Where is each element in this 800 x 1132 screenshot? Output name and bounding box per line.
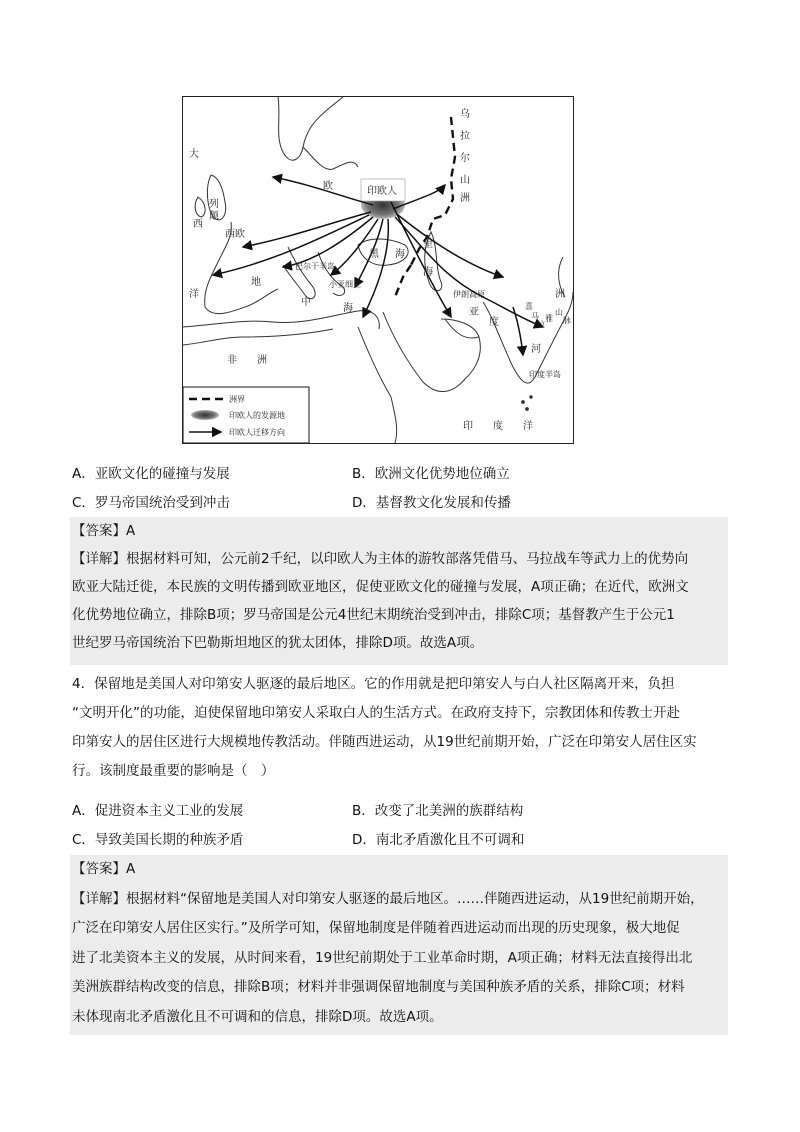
origin-label: 印欧人 <box>367 186 397 197</box>
map-label: 地 <box>251 277 261 288</box>
q4-answer <box>72 855 728 1032</box>
map-label: 拉 <box>537 320 545 329</box>
map-label: 洲 <box>555 289 565 300</box>
detail-line: 【详解】根据材料“保留地是美国人对印第安人驱逐的最后地区。……伴随西进运动，从19世纪前期开始， <box>72 890 704 907</box>
map-label: 海 <box>343 303 353 314</box>
q3-option-d[interactable]: D．基督教文化发展和传播 <box>352 495 511 511</box>
detail-line: 化优势地位确立，排除B项；罗马帝国是公元4世纪末期统治受到冲击，排除C项；基督教产生于公元1 <box>72 607 675 623</box>
q3-option-b[interactable]: B．欧洲文化优势地位确立 <box>352 466 510 482</box>
map-label: 洋 <box>189 289 199 300</box>
detail-line: 进了北美资本主义的发展，从时间来看，19世纪前期处于工业革命时期，A项正确；材料无法直接得出北 <box>72 949 693 966</box>
map-label: 度 <box>489 317 499 328</box>
map-label: 伊朗高原 <box>453 290 485 299</box>
q3-option-c[interactable]: C．罗马帝国统治受到冲击 <box>72 495 230 511</box>
map-label: 洲 <box>460 193 470 204</box>
map-label: 海 <box>395 249 405 260</box>
map-label: 西欧 <box>225 229 245 240</box>
q4-option-a[interactable]: A．促进资本主义工业的发展 <box>72 803 244 819</box>
map-label: 乌 <box>460 109 470 120</box>
map-label: 大 <box>189 149 199 160</box>
q4-option-b[interactable]: B．改变了北美洲的族群结构 <box>352 803 524 819</box>
detail-line: 美洲族群结构改变的信息，排除B项；材料并非强调保留地制度与美国种族矛盾的关系，排除C项；材料 <box>72 979 685 995</box>
map-label: 里 <box>423 239 433 250</box>
map-label: 尔 <box>460 153 470 164</box>
map-legend <box>183 387 309 443</box>
answer-label: 【答案】A <box>72 523 136 539</box>
answer-label: 【答案】A <box>72 861 136 877</box>
q4-option-d[interactable]: D．南北矛盾激化且不可调和 <box>352 832 525 848</box>
q3-option-a[interactable]: A．亚欧文化的碰撞与发展 <box>72 466 230 482</box>
scandinavia-coast <box>278 97 343 160</box>
map-label: 海 <box>423 267 433 278</box>
map-label: 中 <box>301 297 311 308</box>
detail-line: 【详解】根据材料可知，公元前2千纪，以印欧人为主体的游牧部落凭借马、马拉战车等武力上的优势向 <box>72 551 689 567</box>
map-label: 拉 <box>460 131 470 142</box>
map-label: 印度半岛 <box>529 370 561 379</box>
map-label: 西 <box>193 219 203 230</box>
map-label: 马 <box>531 312 539 321</box>
map-label: 喜 <box>525 302 533 311</box>
detail-line: 欧亚大陆迁徙，本民族的文明传播到欧亚地区，促使亚欧文化的碰撞与发展，A项正确；在近代，欧洲文 <box>72 579 689 595</box>
q3-answer <box>72 517 728 657</box>
map-label: 雅 <box>545 314 553 323</box>
map-label: 黑 <box>369 249 379 260</box>
map-label: 脉 <box>563 316 571 325</box>
map-label: 巴尔干半岛 <box>295 262 335 271</box>
map-label: 山 <box>555 308 563 317</box>
map-label: 列 <box>209 199 219 210</box>
map-label: 非 洲 <box>227 355 267 366</box>
detail-line: 未体现南北矛盾激化且不可调和的信息，排除D项。故选A项。 <box>72 1008 443 1025</box>
migration-map <box>182 96 574 444</box>
q4-stem: 4．保留地是美国人对印第安人驱逐的最后地区。它的作用就是把印第安人与白人社区隔离开来，负担 “文明开化”的功能，迫使保留地印第安人采取白人的生活方式。在政府支持下，宗教团体和传教士开赴 印第安人的居住区进行大规模地传教活动。伴随西进运动，从19世纪前期开始，广泛在印第安人居住区实 行。该制度最重要的影响是（ ） <box>72 676 697 779</box>
map-label: 小亚细亚 <box>329 280 361 289</box>
map-label: 印欧人的发源地 <box>229 411 285 420</box>
map-label: 亚 <box>469 307 479 318</box>
map-label: 洲界 <box>229 395 245 404</box>
map-label: 印欧人迁移方向 <box>229 428 285 437</box>
map-label: 印 度 洋 <box>463 421 533 432</box>
q4-option-c[interactable]: C．导致美国长期的种族矛盾 <box>72 832 244 848</box>
map-label: 颠 <box>209 211 219 222</box>
map-label: 欧 <box>323 181 333 192</box>
detail-line: 广泛在印第安人居住区实行。”及所学可知，保留地制度是伴随着西进运动而出现的历史现象，极大地促 <box>72 920 680 936</box>
map-label: 河 <box>531 344 541 355</box>
map-label: 山 <box>460 175 470 186</box>
detail-line: 世纪罗马帝国统治下巴勒斯坦地区的犹太团体，排除D项。故选A项。 <box>72 635 484 651</box>
